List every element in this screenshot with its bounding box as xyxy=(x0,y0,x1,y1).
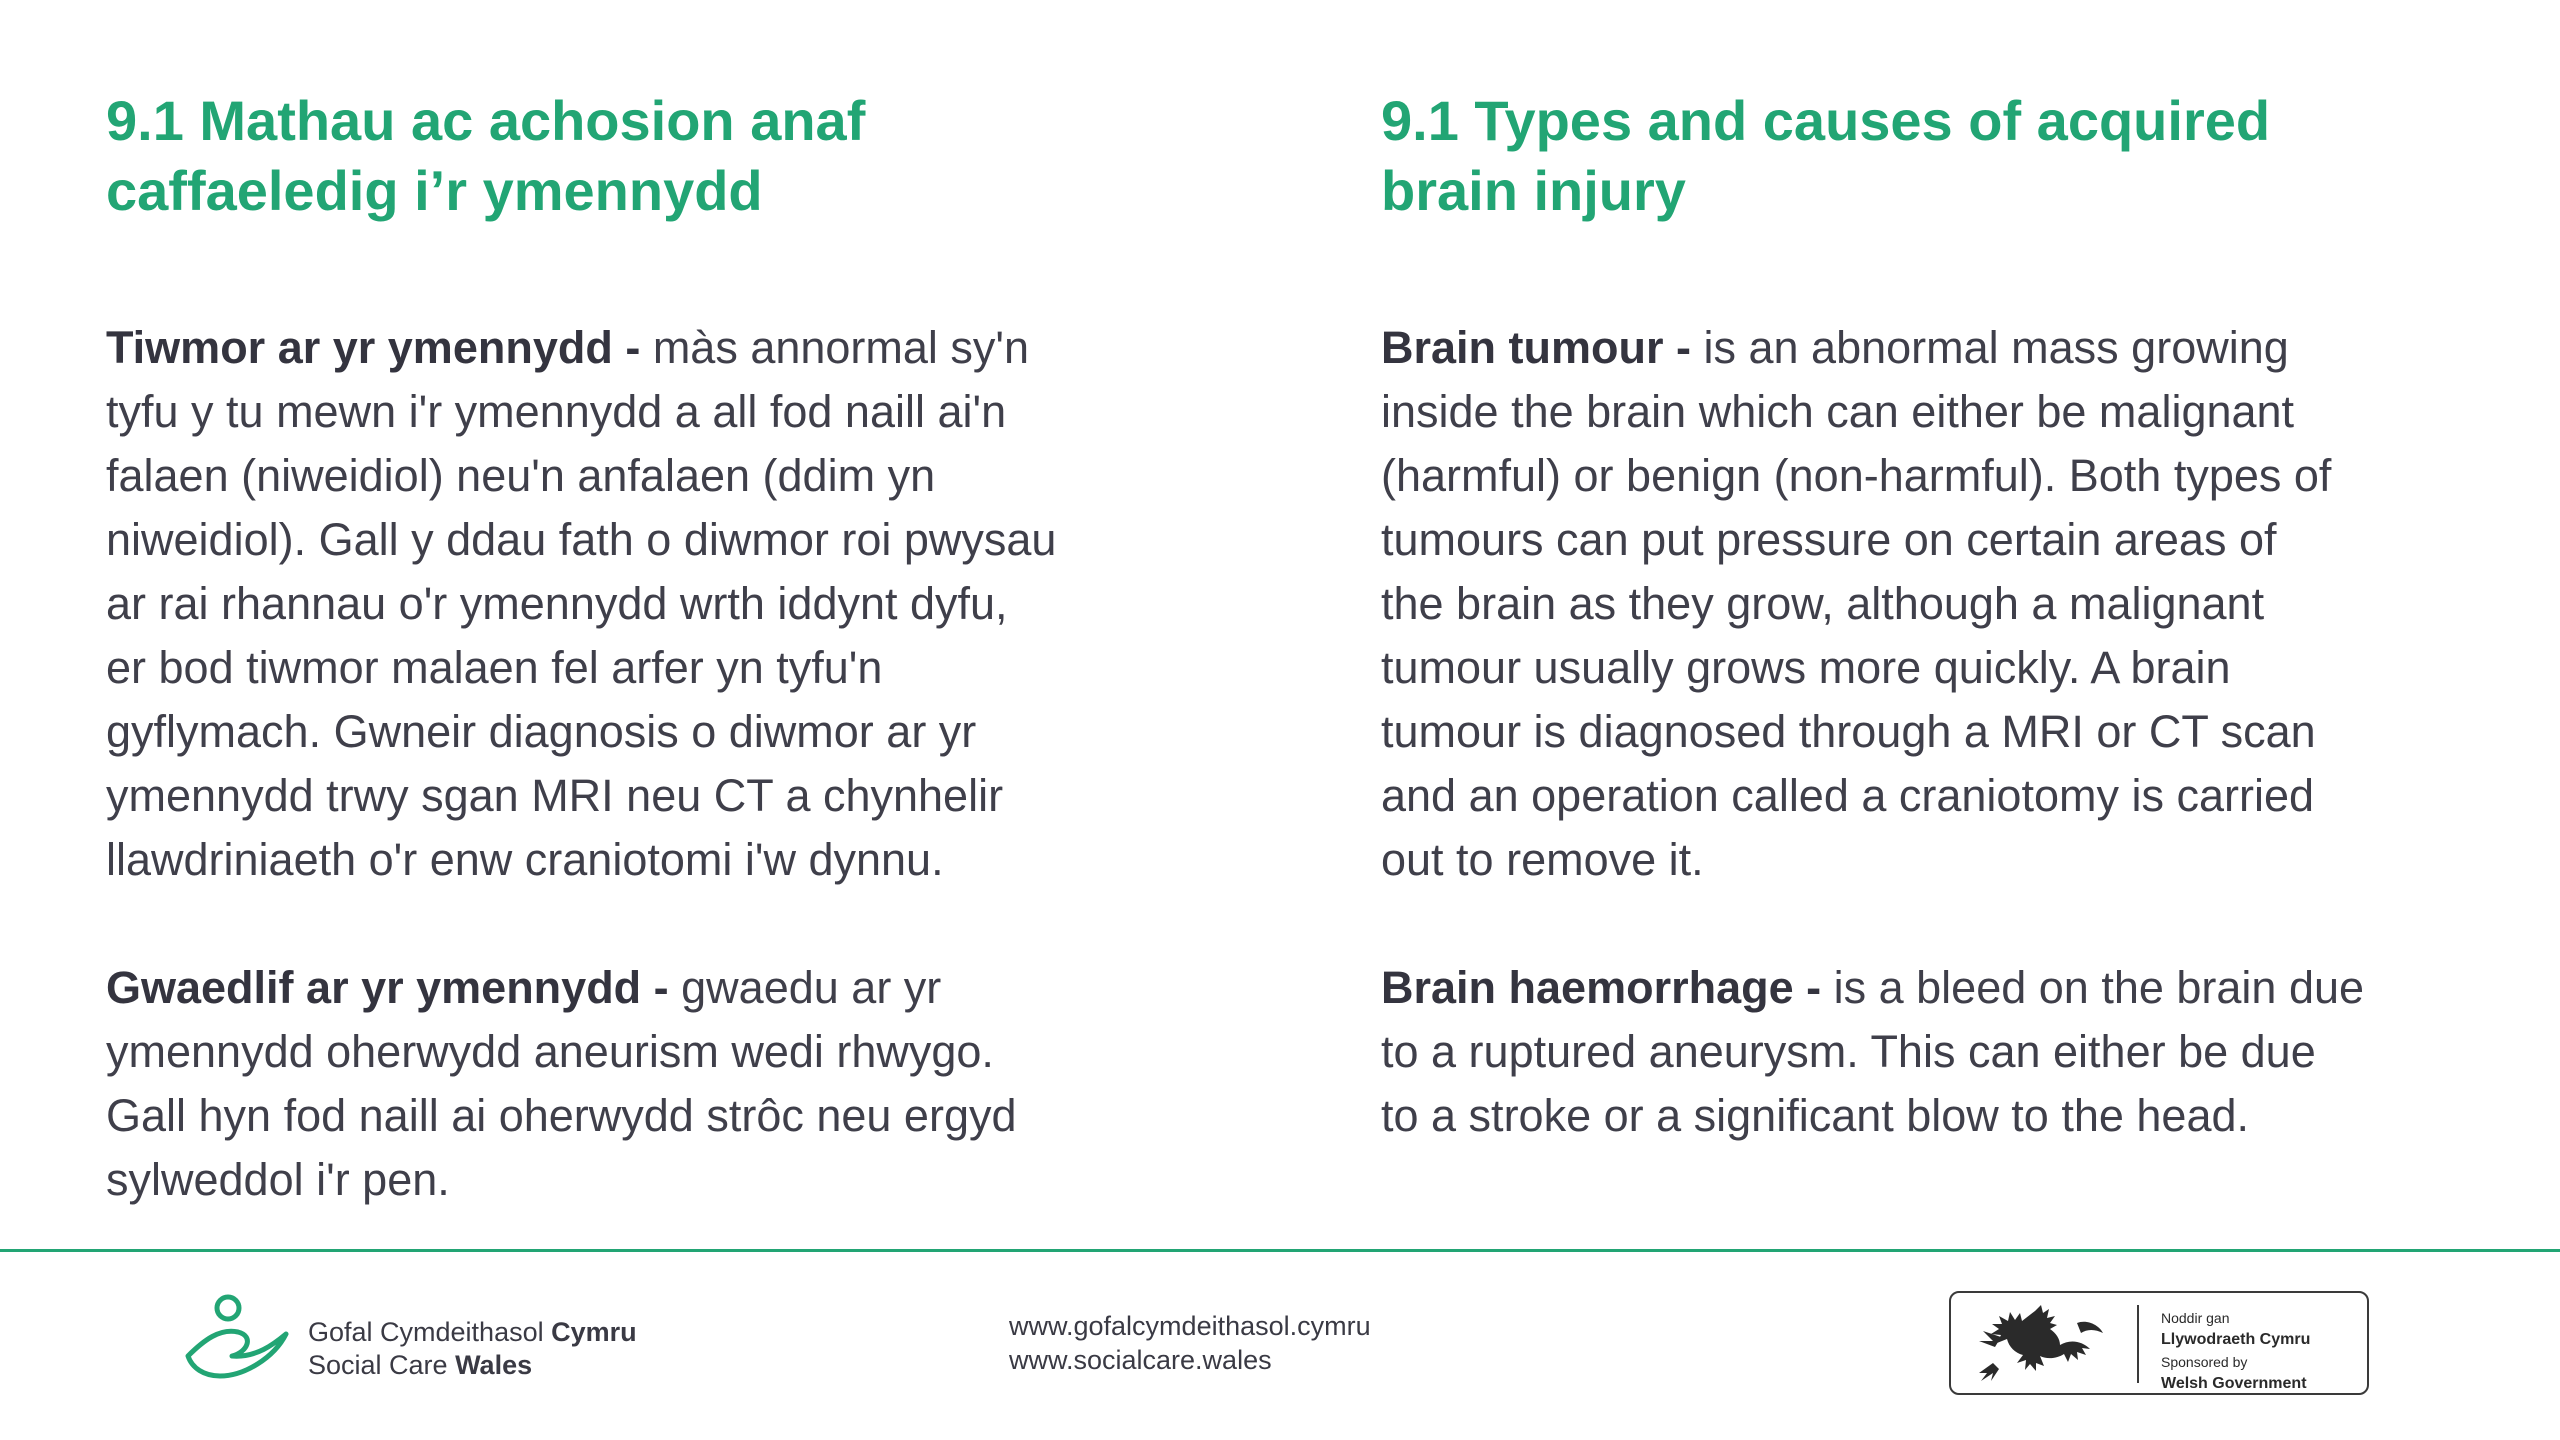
welsh-term-tumour: Tiwmor ar yr ymennydd - xyxy=(106,322,641,373)
welsh-text-line: er bod tiwmor malaen fel arfer yn tyfu'n xyxy=(106,642,883,693)
english-heading-line1: 9.1 Types and causes of acquired xyxy=(1381,89,2271,152)
welsh-text-line: falaen (niweidiol) neu'n anfalaen (ddim yn xyxy=(106,450,936,501)
english-heading xyxy=(1381,86,2491,226)
welsh-text-line: llawdriniaeth o'r enw craniotomi i'w dynnu. xyxy=(106,834,944,885)
english-text-line: to a stroke or a significant blow to the head. xyxy=(1381,1090,2250,1141)
english-paragraph-tumour xyxy=(1381,316,2491,892)
english-text-line: out to remove it. xyxy=(1381,834,1704,885)
sponsor-divider xyxy=(2137,1305,2139,1383)
english-text-line: tumour usually grows more quickly. A brain xyxy=(1381,642,2231,693)
welsh-text-line: ymennydd oherwydd aneurism wedi rhwygo. xyxy=(106,1026,994,1077)
english-heading-line2: brain injury xyxy=(1381,159,1686,222)
english-text-line: tumours can put pressure on certain areas of xyxy=(1381,514,2277,565)
social-care-wales-icon xyxy=(182,1294,294,1380)
social-care-wales-logo[interactable] xyxy=(182,1294,722,1384)
english-text-line: tumour is diagnosed through a MRI or CT scan xyxy=(1381,706,2316,757)
welsh-heading-line2: caffaeledig i’r ymennydd xyxy=(106,159,763,222)
welsh-heading-line1: 9.1 Mathau ac achosion anaf xyxy=(106,89,866,152)
welsh-paragraph-haemorrhage xyxy=(106,956,1226,1212)
sponsor-welsh-caption: Noddir gan xyxy=(2161,1310,2230,1326)
english-paragraph-haemorrhage xyxy=(1381,956,2491,1148)
welsh-column xyxy=(106,86,1226,1212)
english-website-link[interactable]: www.socialcare.wales xyxy=(1009,1345,1272,1375)
logo-english-regular: Social Care xyxy=(308,1350,456,1380)
english-text-line: to a ruptured aneurysm. This can either be due xyxy=(1381,1026,2316,1077)
english-term-haemorrhage: Brain haemorrhage - xyxy=(1381,962,1822,1013)
welsh-government-sponsor-badge xyxy=(1949,1291,2369,1395)
english-text-line: and an operation called a craniotomy is carried xyxy=(1381,770,2315,821)
welsh-text-line: sylweddol i'r pen. xyxy=(106,1154,450,1205)
welsh-text-line: Gall hyn fod naill ai oherwydd strôc neu ergyd xyxy=(106,1090,1017,1141)
logo-welsh-regular: Gofal Cymdeithasol xyxy=(308,1317,552,1347)
english-column xyxy=(1381,86,2491,1148)
english-text-line: the brain as they grow, although a malignant xyxy=(1381,578,2265,629)
sponsor-text xyxy=(2161,1307,2310,1395)
welsh-heading xyxy=(106,86,1226,226)
sponsor-english-caption: Sponsored by xyxy=(2161,1354,2248,1370)
sponsor-welsh-name: Llywodraeth Cymru xyxy=(2161,1331,2311,1348)
welsh-term-haemorrhage: Gwaedlif ar yr ymennydd - xyxy=(106,962,669,1013)
english-text-line: (harmful) or benign (non-harmful). Both types of xyxy=(1381,450,2332,501)
website-links xyxy=(1009,1309,1371,1377)
welsh-text-line: tyfu y tu mewn i'r ymennydd a all fod naill ai'n xyxy=(106,386,1007,437)
welsh-website-link[interactable]: www.gofalcymdeithasol.cymru xyxy=(1009,1311,1371,1341)
english-term-tumour: Brain tumour - xyxy=(1381,322,1691,373)
welsh-text-line: niweidiol). Gall y ddau fath o diwmor roi pwysau xyxy=(106,514,1057,565)
welsh-text-line: ymennydd trwy sgan MRI neu CT a chynhelir xyxy=(106,770,1004,821)
welsh-dragon-icon xyxy=(1973,1303,2123,1385)
footer-divider xyxy=(0,1249,2560,1252)
welsh-text-line: ar rai rhannau o'r ymennydd wrth iddynt dyfu, xyxy=(106,578,1008,629)
sponsor-english-name: Welsh Government xyxy=(2161,1375,2307,1392)
english-text-line: is an abnormal mass growing xyxy=(1691,322,2289,373)
logo-english-bold: Wales xyxy=(455,1350,533,1380)
english-text-line: is a bleed on the brain due xyxy=(1821,962,2365,1013)
logo-welsh-bold: Cymru xyxy=(551,1317,637,1347)
english-text-line: inside the brain which can either be malignant xyxy=(1381,386,2295,437)
welsh-text-line: màs annormal sy'n xyxy=(640,322,1030,373)
logo-wordmark xyxy=(308,1316,637,1382)
welsh-text-line: gyflymach. Gwneir diagnosis o diwmor ar yr xyxy=(106,706,977,757)
welsh-text-line: gwaedu ar yr xyxy=(668,962,942,1013)
welsh-paragraph-tumour xyxy=(106,316,1226,892)
